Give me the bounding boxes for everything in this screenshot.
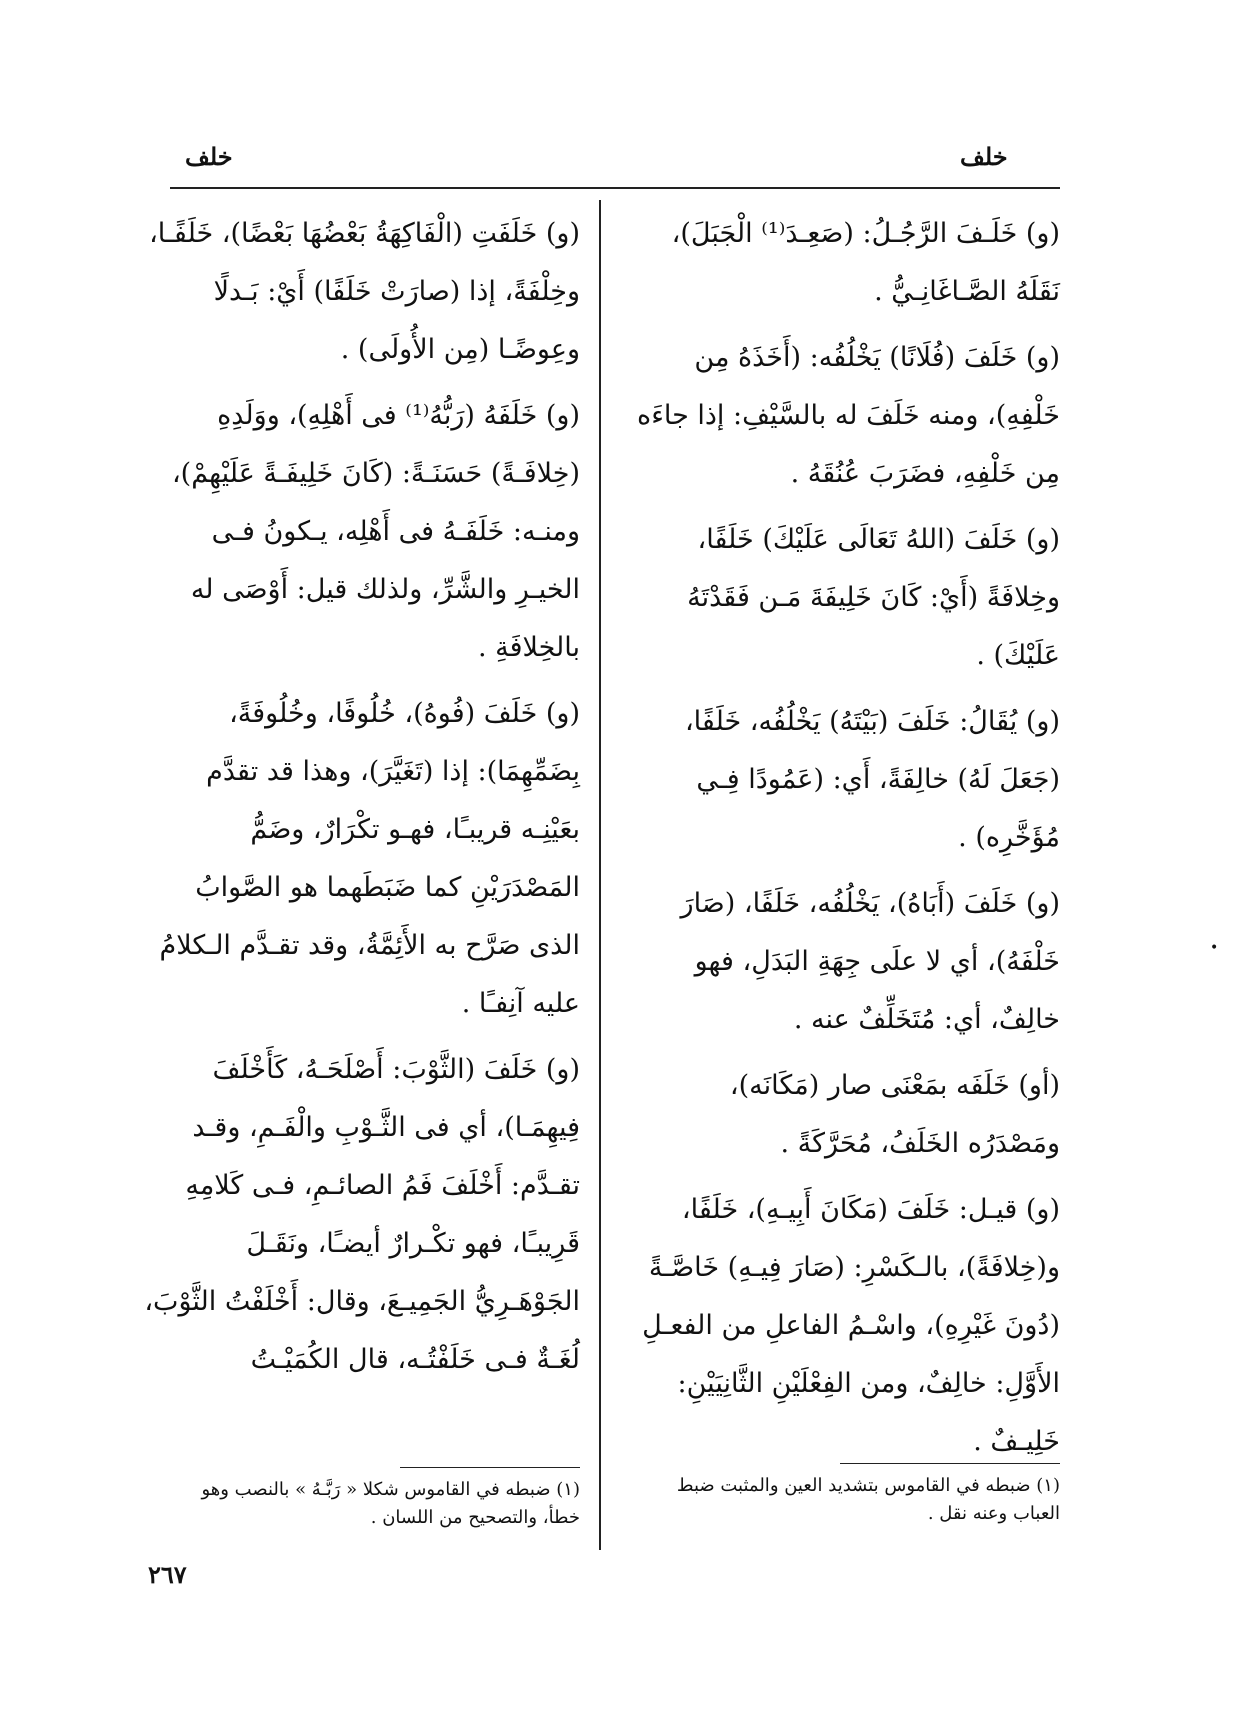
entry-paragraph: (و) خَلَـفَ الرَّجُـلُ: (صَعِـدَ⁽¹⁾ الْجَبَلَ)، نَقَلَهُ الصَّـاغَانِـيُّ . — [671, 218, 1060, 307]
running-header-left: خلف — [185, 142, 233, 171]
entry-paragraph: (و) خَلَفَتِ (الْفَاكِهَةُ بَعْضُهَا بَعْضًا)، خَلَفًـا، وخِلْفَةً، إذا (صارَتْ خَلَفًا) أَيْ: بَـدلًا وعِوضًـا (مِن الأُولَى) . — [149, 218, 580, 365]
entry-paragraph: (و) خَلَفَ (اللهُ تَعَالَى عَلَيْكَ) خَلَفًا، وخِلافَةً (أَيْ: كَانَ خَلِيفَةَ مَـن فَقَدْتَهُ عَلَيْكَ) . — [687, 524, 1060, 671]
page-number: ٢٦٧ — [148, 1560, 187, 1589]
entry-paragraph: (و) خَلَفَ (أَبَاهُ)، يَخْلُفُه، خَلَفًا، (صَارَ خَلْفَهُ)، أي لا علَى جِهَةِ البَدَلِ، فهو خالِفٌ، أي: مُتَخَلِّفٌ عنه . — [680, 888, 1060, 1035]
entry-paragraph: (و) خَلَفَ (فُوهُ)، خُلُوفًا، وخُلُوفَةً، بِضَمِّهِمَا): إذا (تَغَيَّرَ)، وهذا قد تقدَّم بعَيْنِـه قريبـًا، فهـو تكْرَارٌ، وضَمُّ المَصْدَرَيْنِ كما ضَبَطَهما هو الصَّوابُ الذى صَرَّح به الأَئِمَّةُ، وقد تقـدَّم الـكلامُ عليه آنِفـًا . — [159, 698, 580, 1019]
right-column — [630, 205, 1060, 1479]
entry-paragraph: (و) يُقَالُ: خَلَفَ (بَيْتَهُ) يَخْلُفُه، خَلَفًا، (جَعَلَ لَهُ) خالِفَةً، أَي: (عَمُودًا فِـي مُؤَخَّرِه) . — [684, 706, 1060, 853]
footnote-rule-right — [840, 1463, 1060, 1464]
entry-paragraph: (و) خَلَفَ (الثَّوْبَ: أَصْلَحَـهُ، كَأَخْلَفَ فِيهِمَـا)، أي فى الثَّـوْبِ والْفَـمِ، وقـد تقـدَّم: أَخْلَفَ فَمُ الصائـمِ، فـى كَلامِهِ قَرِيبـًا، فهو تكْـرارٌ أيضـًا، ونَقَـلَ الجَوْهَـرِيُّ الجَمِيـعَ، وقال: أَخْلَفْتُ الثَّوْبَ، لُغَـةٌ فـى خَلَفْتُـه، قال الكُمَيْـتُ — [144, 1054, 580, 1375]
left-column — [140, 205, 580, 1397]
entry-paragraph: (و) خَلَفَ (فُلَانًا) يَخْلُفُه: (أَخَذَهُ مِن خَلْفِهِ)، ومنه خَلَفَ له بالسَّيْفِ: إذا جاءَه مِن خَلْفِهِ، فضَرَبَ عُنُقَهُ . — [637, 342, 1060, 489]
entry-paragraph: (أو) خَلَفَه بمَعْنَى صار (مَكَانَه)، ومَصْدَرُه الخَلَفُ، مُحَرَّكَةً . — [729, 1070, 1060, 1159]
header-rule — [170, 187, 1060, 189]
footnote-right: (١) ضبطه في القاموس بتشديد العين والمثبت ضبط العباب وعنه نقل . — [676, 1475, 1060, 1524]
column-divider — [599, 200, 601, 1550]
entry-paragraph: (و) خَلَفَهُ (رَبُّهُ⁽¹⁾ فى أَهْلِهِ)، ووَلَدِهِ (خِلافَـةً) حَسَنَـةً: (كَانَ خَلِيفَـةً عَلَيْهِمْ)، ومنـه: خَلَفَـهُ فى أَهْلِه، يـكونُ فـى الخيـرِ والشَّرِّ، ولذلك قيل: أَوْصَى له بالخِلافَةِ . — [171, 400, 580, 663]
footnote-rule-left — [400, 1467, 580, 1468]
running-header-right: خلف — [960, 142, 1008, 171]
entry-paragraph: (و) قيـل: خَلَفَ (مَكَانَ أَبِيـهِ)، خَلَفًا، و(خِلافَةً)، بالـكَسْرِ: (صَارَ فِيـهِ) خَاصَّـةً (دُونَ غَيْرِهِ)، واسْـمُ الفاعلِ من الفعـلِ الأَوَّلِ: خالِفٌ، ومن الفِعْلَيْنِ الثَّانِيَيْنِ: خَلِيـفٌ . — [642, 1194, 1060, 1457]
footnote-left: (١) ضبطه في القاموس شكلا « رَبَّـهُ » بالنصب وهو خطأ، والتصحيح من اللسان . — [201, 1479, 580, 1528]
margin-mark: • — [1210, 940, 1219, 956]
